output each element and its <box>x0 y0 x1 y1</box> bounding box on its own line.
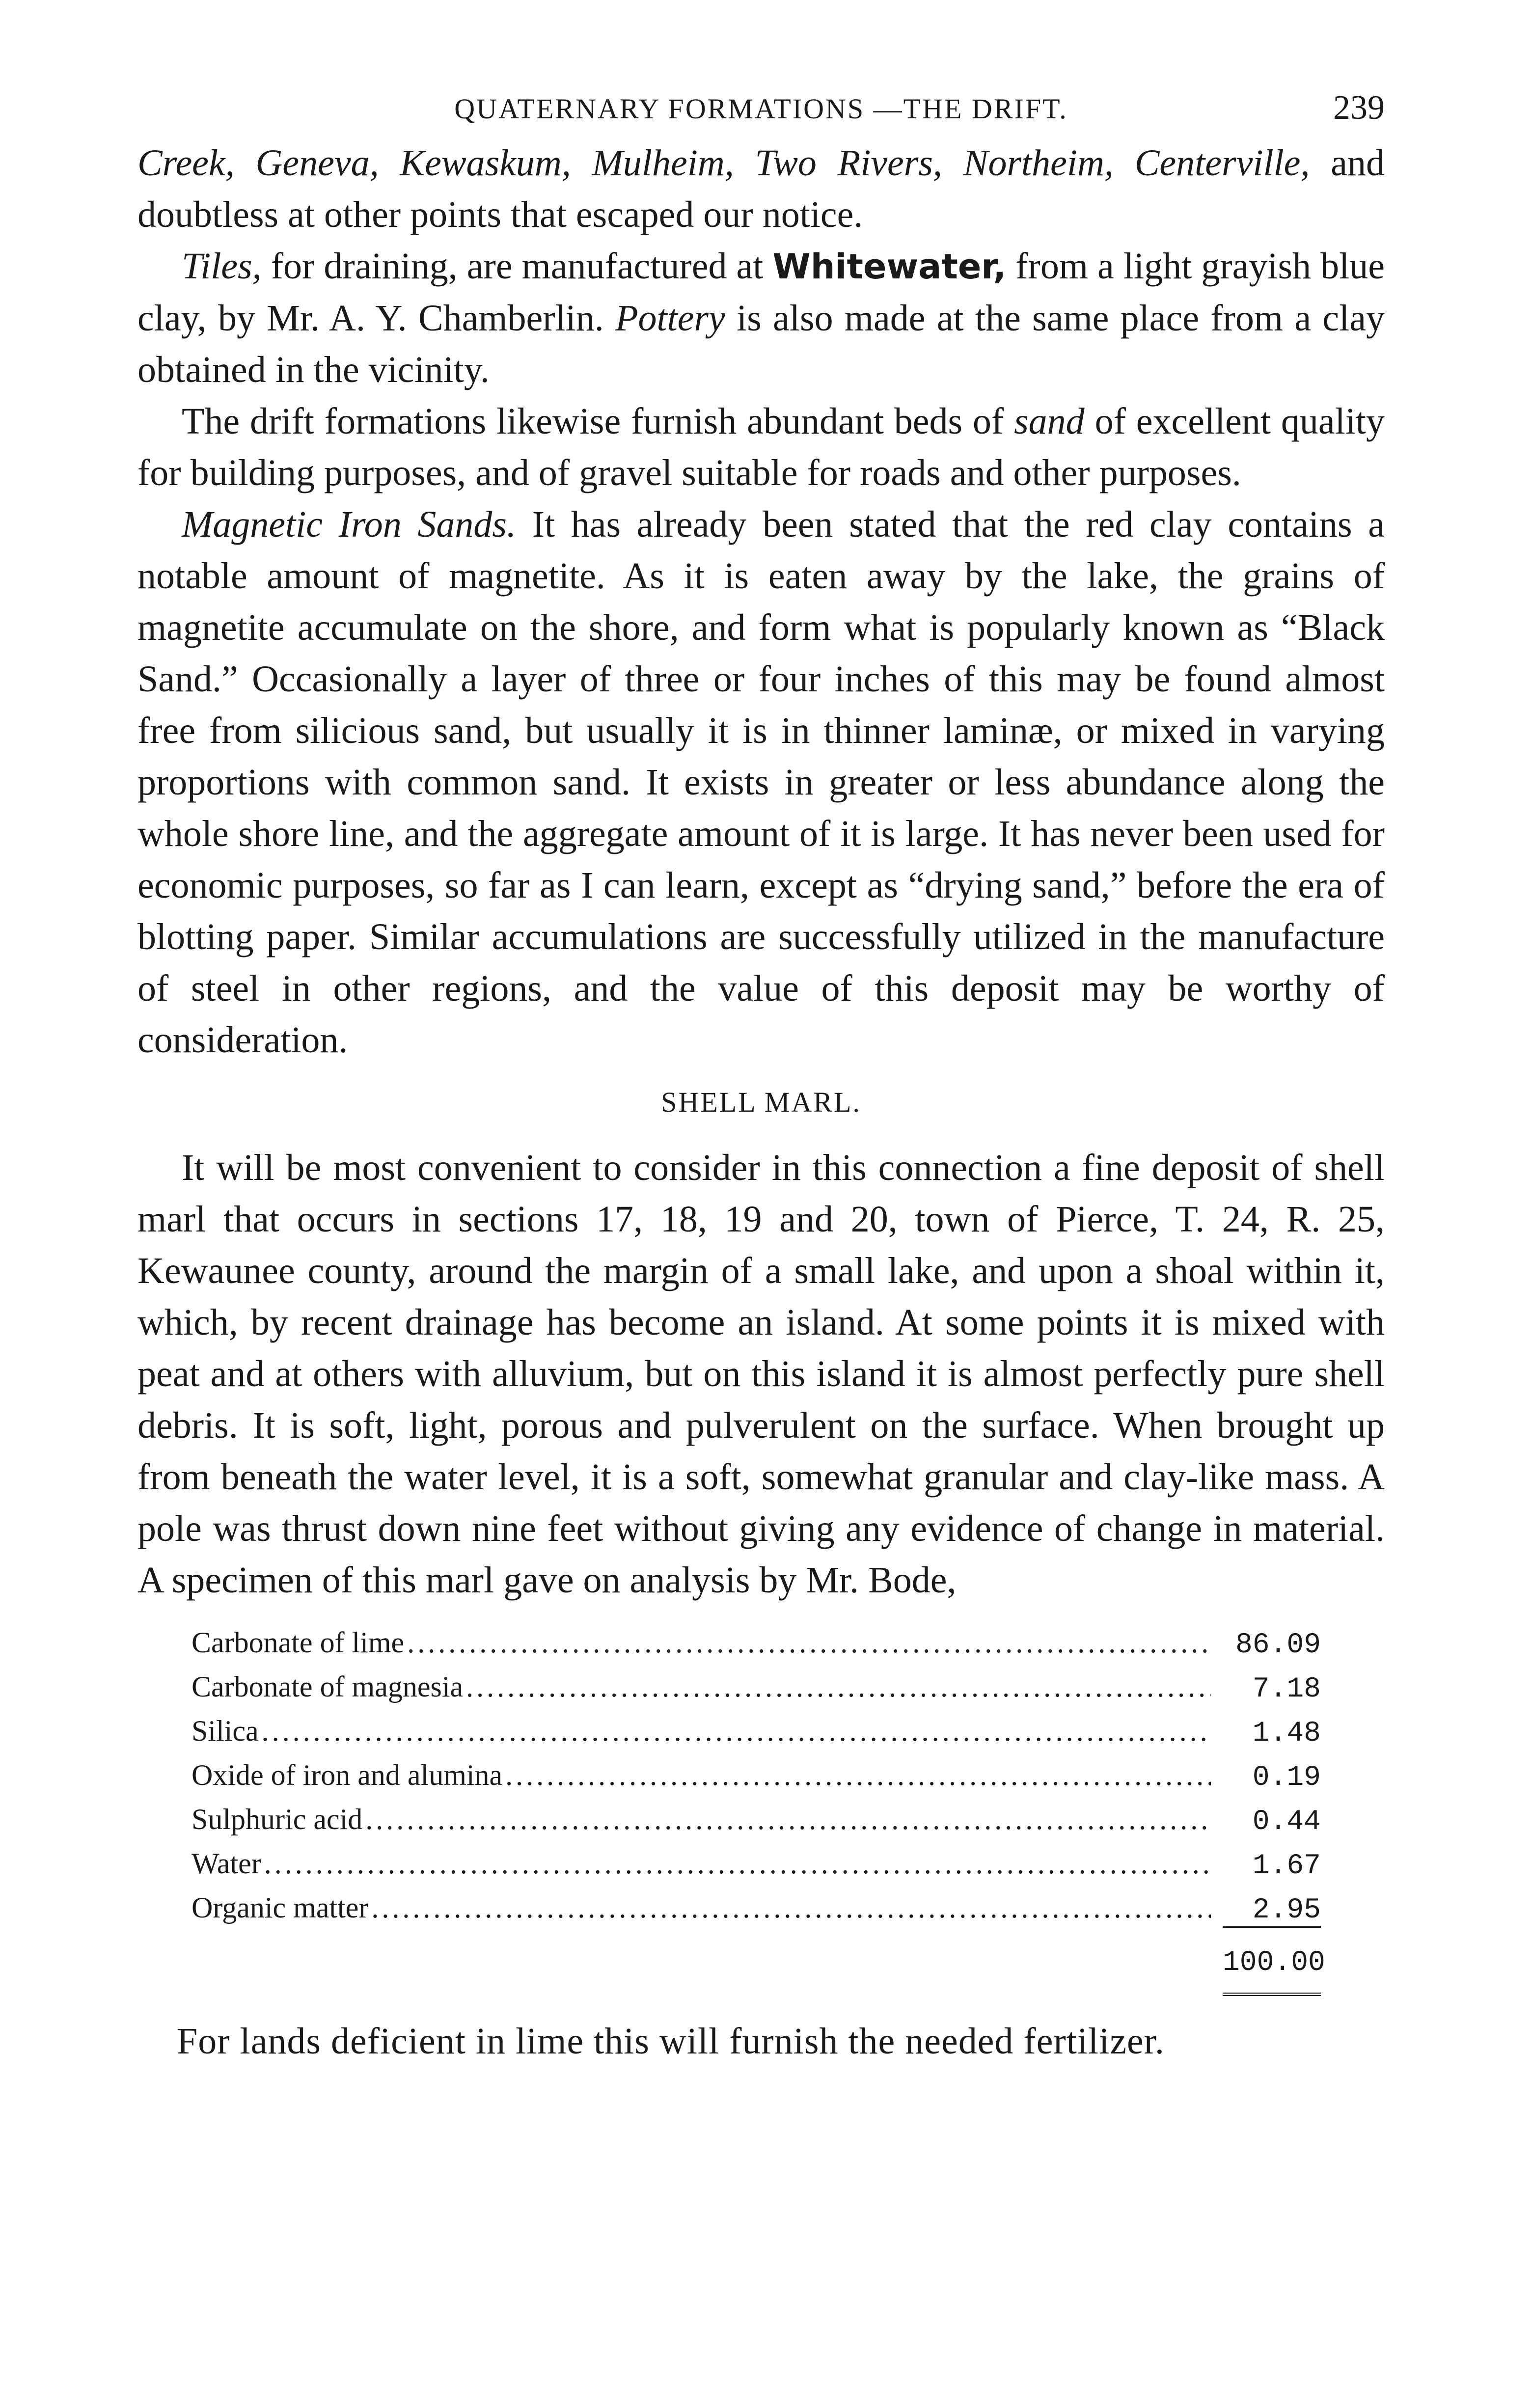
paragraph-sand <box>137 396 1385 499</box>
localities-text: and doubtless at other points that escaped our notice. <box>137 142 1385 235</box>
tiles-text-b: from a light grayish blue clay, by Mr. A. Y. Chamberlin. <box>137 246 1385 339</box>
analysis-label: Sulphuric acid <box>192 1803 363 1835</box>
leader-dots <box>407 1626 1211 1660</box>
sand-text-b: of excellent quality for building purposes, and of gravel suitable for roads and other purposes. <box>137 401 1385 493</box>
analysis-value: 86.09 <box>1235 1629 1321 1661</box>
analysis-value: 0.19 <box>1252 1762 1321 1794</box>
leader-dots <box>466 1670 1211 1704</box>
paragraph-magnetic-iron-sands <box>137 499 1385 1066</box>
running-head <box>137 83 1385 137</box>
analysis-total-row <box>192 1947 1325 1996</box>
leader-dots <box>505 1758 1211 1792</box>
tiles-text-a: for draining, are manufactured at <box>261 246 773 287</box>
leader-dots <box>371 1891 1211 1925</box>
analysis-table <box>192 1626 1325 1996</box>
leader-dots <box>365 1803 1211 1836</box>
analysis-row <box>192 1714 1321 1758</box>
sand-italic: sand <box>1014 401 1085 442</box>
paragraph-tiles <box>137 241 1385 396</box>
analysis-value: 7.18 <box>1252 1673 1321 1705</box>
analysis-row <box>192 1891 1321 1935</box>
analysis-total: 100.00 <box>1223 1947 1321 1996</box>
analysis-label: Carbonate of lime <box>192 1626 405 1659</box>
analysis-row <box>192 1758 1321 1803</box>
tiles-lead: Tiles, <box>182 246 262 287</box>
closing-sentence: For lands deficient in lime this will furnish the needed fertilizer. <box>177 2021 1165 2062</box>
sand-text-a: The drift formations likewise furnish abundant beds of <box>182 401 1014 442</box>
section-heading-shell-marl: SHELL MARL. <box>661 1086 861 1118</box>
analysis-label: Silica <box>192 1715 259 1747</box>
analysis-row <box>192 1670 1321 1714</box>
leader-dots <box>264 1847 1211 1881</box>
paragraph-localities <box>137 137 1385 241</box>
analysis-row <box>192 1626 1321 1670</box>
analysis-value: 2.95 <box>1223 1894 1321 1928</box>
analysis-label: Carbonate of magnesia <box>192 1670 464 1703</box>
whitewater-bold: Whitewater, <box>772 246 1007 287</box>
analysis-label: Water <box>192 1847 261 1880</box>
leader-dots <box>262 1714 1211 1748</box>
analysis-label: Oxide of iron and alumina <box>192 1759 503 1791</box>
magnetic-text: It has already been stated that the red clay contains a notable amount of magnetite. As it is eaten away by the lake, the grains of magnetite accumulate on the shore, and form what is popularly known as “Black Sand.” Occasionally a layer of three or four inches of this may be found almost free from silicious sand, but usually it is in thinner laminæ, or mixed in varying proportions with common sand. It exists in greater or less abundance along the whole shore line, and the aggregate amount of it is large. It has never been used for economic purposes, so far as I can learn, except as “drying sand,” before the era of blotting paper. Similar accumulations are successfully utilized in the manufacture of steel in other regions, and the value of this deposit may be worthy of consideration. <box>137 504 1385 1061</box>
magnetic-lead: Magnetic Iron Sands. <box>182 504 517 545</box>
analysis-value: 1.67 <box>1252 1850 1321 1882</box>
paragraph-shell-marl: It will be most convenient to consider in this connection a fine deposit of shell marl that occurs in sections 17, 18, 19 and 20, town of Pierce, T. 24, R. 25, Kewaunee county, around the margin of a small lake, and upon a shoal within it, which, by recent drainage has become an island. At some points it is mixed with peat and at others with alluvium, but on this island it is almost perfectly pure shell debris. It is soft, light, porous and pulverulent on the surface. When brought up from beneath the water level, it is a soft, somewhat granular and clay-like mass. A pole was thrust down nine feet without giving any evidence of change in material. A specimen of this marl gave on analysis by Mr. Bode, <box>137 1147 1385 1601</box>
analysis-row <box>192 1803 1321 1847</box>
book-page <box>137 83 1385 2105</box>
localities-italic: Creek, Geneva, Kewaskum, Mulheim, Two Rivers, Northeim, Centerville, <box>137 142 1310 184</box>
running-title: QUATERNARY FORMATIONS —THE DRIFT. <box>454 93 1068 125</box>
pottery-italic: Pottery <box>615 298 725 339</box>
analysis-label: Organic matter <box>192 1891 369 1924</box>
analysis-row <box>192 1847 1321 1891</box>
tiles-text-c: is also made at the same place from a clay obtained in the vicinity. <box>137 298 1385 390</box>
analysis-value: 1.48 <box>1252 1718 1321 1750</box>
page-number: 239 <box>1333 89 1385 127</box>
analysis-value: 0.44 <box>1252 1806 1321 1838</box>
